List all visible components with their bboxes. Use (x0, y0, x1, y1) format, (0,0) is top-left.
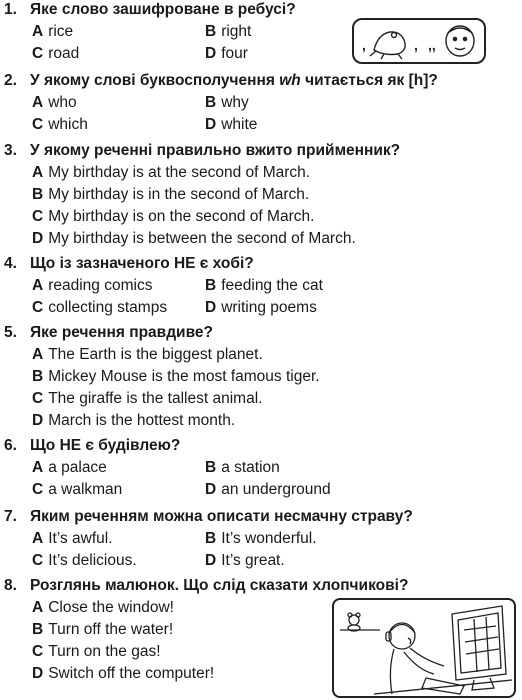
option-d[interactable]: D March is the hottest month. (32, 412, 236, 429)
option-c[interactable]: C My birthday is on the second of March. (32, 208, 315, 225)
option-b[interactable]: B right (205, 23, 252, 40)
question-4 (0, 254, 522, 316)
teddy-bear-icon (348, 613, 360, 631)
rebus-picture (352, 18, 486, 64)
option-d[interactable]: D white (205, 116, 258, 133)
question-text: У якому реченні правильно вжито прийменник? (30, 142, 401, 159)
question-5 (0, 323, 522, 429)
option-b[interactable]: B a station (205, 459, 280, 476)
option-d[interactable]: D four (205, 45, 248, 62)
option-d[interactable]: D writing poems (205, 299, 317, 316)
option-a[interactable]: A who (32, 94, 77, 111)
option-d[interactable]: D It’s great. (205, 552, 285, 569)
option-b[interactable]: B Mickey Mouse is the most famous tiger. (32, 368, 320, 385)
question-8 (0, 576, 522, 682)
question-6 (0, 436, 522, 498)
question-text: Яке речення правдиве? (30, 324, 213, 341)
computer-monitor-icon (452, 606, 506, 690)
question-number: 3. (4, 142, 17, 159)
option-d[interactable]: D My birthday is between the second of March. (32, 230, 356, 247)
question-number: 7. (4, 508, 17, 525)
question-1 (0, 0, 522, 62)
svg-text:,: , (362, 37, 366, 53)
option-b[interactable]: B Turn off the water! (32, 621, 174, 638)
option-a[interactable]: A rice (32, 23, 74, 40)
option-a[interactable]: A Close the window! (32, 599, 174, 616)
option-a[interactable]: A a palace (32, 459, 107, 476)
boy-icon (386, 623, 444, 694)
question-text: У якому слові буквосполучення wh читається як [h]? (30, 72, 438, 89)
option-a[interactable]: A It’s awful. (32, 530, 113, 547)
question-3 (0, 141, 522, 247)
question-number: 1. (4, 1, 17, 18)
question-number: 6. (4, 437, 17, 454)
option-d[interactable]: D Switch off the computer! (32, 665, 215, 682)
option-c[interactable]: C road (32, 45, 80, 62)
option-c[interactable]: C collecting stamps (32, 299, 168, 316)
option-b[interactable]: B It’s wonderful. (205, 530, 317, 547)
question-number: 5. (4, 324, 17, 341)
option-d[interactable]: D an underground (205, 481, 331, 498)
option-b[interactable]: B feeding the cat (205, 277, 323, 294)
boy-at-computer-illustration (332, 598, 516, 698)
question-number: 8. (4, 577, 17, 594)
face-icon (446, 26, 474, 56)
option-b[interactable]: B My birthday is in the second of March. (32, 186, 310, 203)
option-c[interactable]: C Turn on the gas! (32, 643, 161, 660)
option-b[interactable]: B why (205, 94, 249, 111)
option-c[interactable]: C which (32, 116, 88, 133)
svg-text:,,: ,, (428, 37, 436, 53)
question-text: Що НЕ є будівлею? (30, 437, 181, 454)
svg-text:,: , (414, 37, 418, 53)
option-a[interactable]: A The Earth is the biggest planet. (32, 346, 263, 363)
question-text: Що із зазначеного НЕ є хобі? (30, 255, 254, 272)
question-2 (0, 71, 522, 133)
question-text: Розглянь малюнок. Що слід сказати хлопчикові? (30, 577, 409, 594)
question-text: Яким реченням можна описати несмачну страву? (30, 508, 413, 525)
option-c[interactable]: C a walkman (32, 481, 123, 498)
option-a[interactable]: A reading comics (32, 277, 153, 294)
option-c[interactable]: C It’s delicious. (32, 552, 137, 569)
question-text: Яке слово зашифроване в ребусі? (30, 1, 296, 18)
question-7 (0, 507, 522, 569)
option-a[interactable]: A My birthday is at the second of March. (32, 164, 311, 181)
question-number: 2. (4, 72, 17, 89)
option-c[interactable]: C The giraffe is the tallest animal. (32, 390, 263, 407)
frog-icon (370, 32, 405, 59)
question-number: 4. (4, 255, 17, 272)
